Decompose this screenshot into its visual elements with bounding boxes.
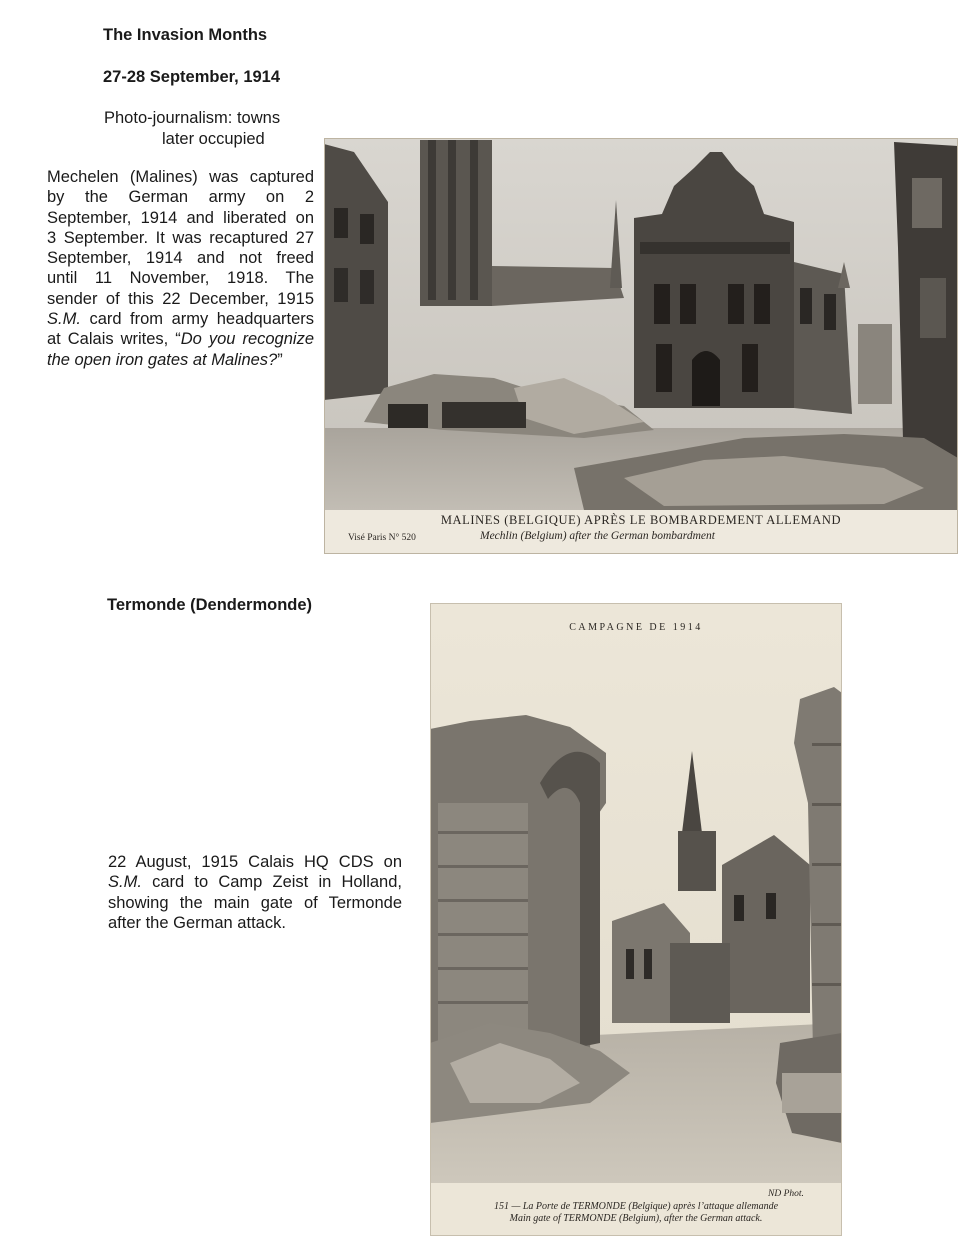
date-heading: 27-28 September, 1914 xyxy=(103,68,281,86)
paragraph-line xyxy=(108,872,402,892)
sm-abbrev: S.M. xyxy=(47,310,81,329)
paragraph-line: September, 1914 and liberated on xyxy=(47,208,314,227)
paragraph-line: 22 August, 1915 Calais HQ CDS on xyxy=(108,853,402,871)
paragraph-line: after the German attack. xyxy=(108,913,286,932)
sm-abbrev: S.M. xyxy=(108,873,142,892)
termonde-heading: Termonde (Dendermonde) xyxy=(107,596,313,614)
quote-mark: ” xyxy=(277,350,283,369)
page-title: The Invasion Months xyxy=(103,26,268,44)
paragraph-line: by the German army on 2 xyxy=(47,188,314,207)
malines-caption-french: MALINES (BELGIQUE) APRÈS LE BOMBARDEMENT ALLEMAND xyxy=(440,513,842,527)
paragraph-line: September, 1914 and not freed xyxy=(47,249,314,268)
subtitle-line-2: later occupied xyxy=(162,130,265,148)
termonde-publisher: ND Phot. xyxy=(768,1189,804,1199)
paragraph-line xyxy=(47,309,314,329)
malines-caption-publisher: Visé Paris N° 520 xyxy=(348,533,416,543)
termonde-paragraph xyxy=(108,852,402,933)
malines-photo xyxy=(324,138,958,554)
paragraph-text: card to Camp Zeist in Holland, xyxy=(141,873,402,892)
subtitle-line-1: Photo-journalism: towns xyxy=(104,109,281,127)
quote-text: the open iron gates at Malines? xyxy=(47,350,278,369)
termonde-header: CAMPAGNE DE 1914 xyxy=(569,622,703,633)
termonde-caption-french: 151 — La Porte de TERMONDE (Belgique) après l’attaque allemande xyxy=(493,1201,779,1212)
paragraph-line xyxy=(47,329,314,349)
termonde-photo xyxy=(430,603,842,1236)
paragraph-line xyxy=(47,350,314,370)
postcard-malines xyxy=(324,138,958,554)
paragraph-line: 3 September. It was recaptured 27 xyxy=(47,228,314,247)
malines-caption-english: Mechlin (Belgium) after the German bombardment xyxy=(480,530,715,542)
paragraph-line: Mechelen (Malines) was captured xyxy=(47,168,314,186)
paragraph-line: sender of this 22 December, 1915 xyxy=(47,289,314,308)
paragraph-text: at Calais writes, “ xyxy=(47,330,181,349)
postcard-termonde xyxy=(430,603,842,1236)
mechelen-paragraph xyxy=(47,167,314,370)
paragraph-line: until 11 November, 1918. The xyxy=(47,269,314,288)
paragraph-text: card from army headquarters xyxy=(80,310,314,329)
paragraph-line: showing the main gate of Termonde xyxy=(108,893,402,912)
quote-text: Do you recognize xyxy=(180,330,314,349)
termonde-caption-english: Main gate of TERMONDE (Belgium), after the German attack. xyxy=(509,1213,763,1224)
